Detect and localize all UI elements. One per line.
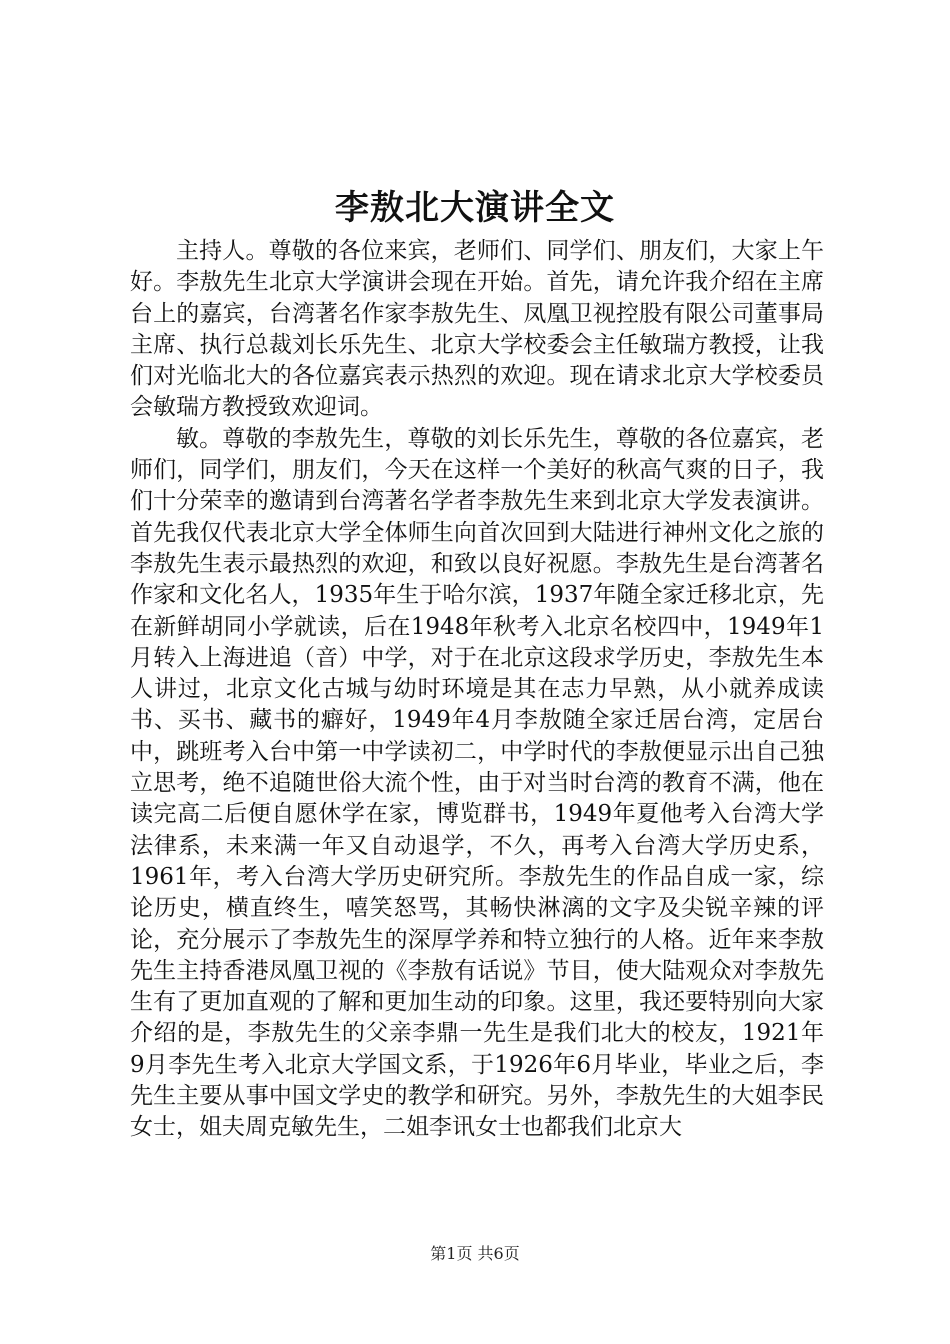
page-number-footer: 第1页 共6页 [430, 1244, 520, 1263]
document-body [130, 236, 824, 1144]
paragraph-host-intro: 主持人。尊敬的各位来宾，老师们、同学们、朋友们，大家上午好。李敖先生北京大学演讲会现在开始。首先，请允许我介绍在主席台上的嘉宾，台湾著名作家李敖先生、凤凰卫视控股有限公司董事局主席、执行总裁刘长乐先生、北京大学校委会主任敏瑞方教授，让我们对光临北大的各位嘉宾表示热烈的欢迎。现在请求北京大学校委员会敏瑞方教授致欢迎词。 [130, 238, 824, 421]
paragraph-welcome-speech: 敏。尊敬的李敖先生，尊敬的刘长乐先生，尊敬的各位嘉宾，老师们，同学们，朋友们，今天在这样一个美好的秋高气爽的日子，我们十分荣幸的邀请到台湾著名学者李敖先生来到北京大学发表演讲。首先我仅代表北京大学全体师生向首次回到大陆进行神州文化之旅的李敖先生表示最热烈的欢迎，和致以良好祝愿。李敖先生是台湾著名作家和文化名人，1935年生于哈尔滨，1937年随全家迁移北京，先在新鲜胡同小学就读，后在1948年秋考入北京名校四中，1949年1月转入上海进追（音）中学，对于在北京这段求学历史，李敖先生本人讲过，北京文化古城与幼时环境是其在志力早熟，从小就养成读书、买书、藏书的癖好，1949年4月李敖随全家迁居台湾，定居台中，跳班考入台中第一中学读初二，中学时代的李敖便显示出自己独立思考，绝不追随世俗大流个性，由于对当时台湾的教育不满，他在读完高二后便自愿休学在家，博览群书，1949年夏他考入台湾大学法律系，未来满一年又自动退学，不久，再考入台湾大学历史系，1961年，考入台湾大学历史研究所。李敖先生的作品自成一家，综论历史，横直终生，嘻笑怒骂，其畅快淋漓的文字及尖锐辛辣的评论，充分展示了李敖先生的深厚学养和特立独行的人格。近年来李敖先生主持香港凤凰卫视的《李敖有话说》节目，使大陆观众对李敖先生有了更加直观的了解和更加生动的印象。这里，我还要特别向大家介绍的是，李敖先生的父亲李鼎一先生是我们北大的校友，1921年9月李先生考入北京大学国文系，于1926年6月毕业，毕业之后，李先生主要从事中国文学史的教学和研究。另外，李敖先生的大姐李民女士，姐夫周克敏先生，二姐李讯女士也都我们北京大 [130, 425, 824, 1141]
document-title: 李敖北大演讲全文 [335, 188, 615, 228]
